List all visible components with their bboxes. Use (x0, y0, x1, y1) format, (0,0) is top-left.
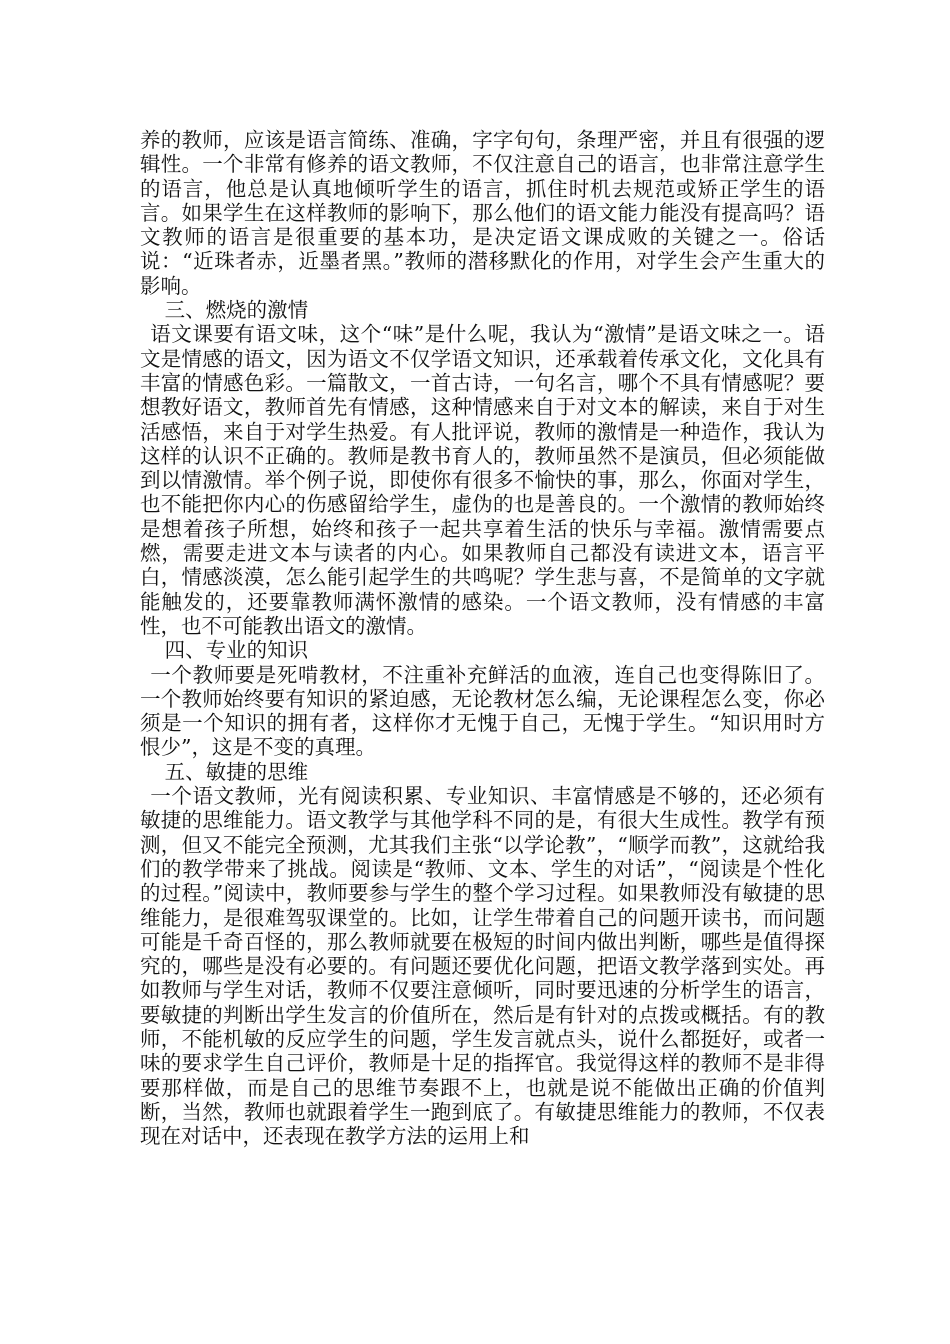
section-heading-passion: 三、燃烧的激情 (164, 298, 309, 323)
paragraph-thinking: 一个语文教师，光有阅读积累、专业知识、丰富情感是不够的，还必须有敏捷的思维能力。语文教学与其他学科不同的是，有很大生成性。教学有预测，但又不能完全预测，尤其我们主张“以学论教”，“顺学而教”，这就给我们的教学带来了挑战。阅读是“教师、文本、学生的对话”，“阅读是个性化的过程。”阅读中，教师要参与学生的整个学习过程。如果教师没有敏捷的思维能力，是很难驾驭课堂的。比如，让学生带着自己的问题开读书，而问题可能是千奇百怪的，那么教师就要在极短的时间内做出判断，哪些是值得探究的，哪些是没有必要的。有问题还要优化问题，把语文教学落到实处。再如教师与学生对话，教师不仅要注意倾听，同时要迅速的分析学生的语言，要敏捷的判断出学生发言的价值所在，然后是有针对的点拨或概括。有的教师，不能机敏的反应学生的问题，学生发言就点头，说什么都挺好，或者一味的要求学生自己评价，教师是十足的指挥官。我觉得这样的教师不是非得要那样做，而是自己的思维节奏跟不上，也就是说不能做出正确的价值判断，当然，教师也就跟着学生一跑到底了。有敏捷思维能力的教师，不仅表现在对话中，还表现在教学方法的运用上和 (140, 784, 825, 1149)
paragraph-passion: 语文课要有语文味，这个“味”是什么呢，我认为“激情”是语文味之一。语文是情感的语文，因为语文不仅学语文知识，还承载着传承文化，文化具有丰富的情感色彩。一篇散文，一首古诗，一句名言，哪个不具有情感呢？要想教好语文，教师首先有情感，这种情感来自于对文本的解读，来自于对生活感悟，来自于对学生热爱。有人批评说，教师的激情是一种造作，我认为这样的认识不正确的。教师是教书育人的，教师虽然不是演员，但必须能做到以情激情。举个例子说，即使你有很多不愉快的事，那么，你面对学生，也不能把你内心的伤感留给学生，虚伪的也是善良的。一个激情的教师始终是想着孩子所想，始终和孩子一起共享着生活的快乐与幸福。激情需要点燃，需要走进文本与读者的内心。如果教师自己都没有读进文本，语言平白，情感淡漠，怎么能引起学生的共鸣呢？学生悲与喜，不是简单的文字就能触发的，还要靠教师满怀激情的感染。一个语文教师，没有情感的丰富性，也不可能教出语文的激情。 (140, 322, 825, 638)
document-body (140, 128, 825, 1148)
section-heading-knowledge: 四、专业的知识 (164, 638, 309, 663)
paragraph-continued: 养的教师，应该是语言简练、准确，字字句句，条理严密，并且有很强的逻辑性。一个非常有修养的语文教师，不仅注意自己的语言，也非常注意学生的语言，他总是认真地倾听学生的语言，抓住时机去规范或矫正学生的语言。如果学生在这样教师的影响下，那么他们的语文能力能没有提高吗？语文教师的语言是很重要的基本功，是决定语文课成败的关键之一。俗话说：“近珠者赤，近墨者黑。”教师的潜移默化的作用，对学生会产生重大的影响。 (140, 128, 825, 298)
section-heading-thinking: 五、敏捷的思维 (164, 759, 309, 784)
paragraph-knowledge: 一个教师要是死啃教材，不注重补充鲜活的血液，连自己也变得陈旧了。一个教师始终要有知识的紧迫感，无论教材怎么编，无论课程怎么变，你必须是一个知识的拥有者，这样你才无愧于自己，无愧于学生。“知识用时方恨少”，这是不变的真理。 (140, 662, 825, 760)
